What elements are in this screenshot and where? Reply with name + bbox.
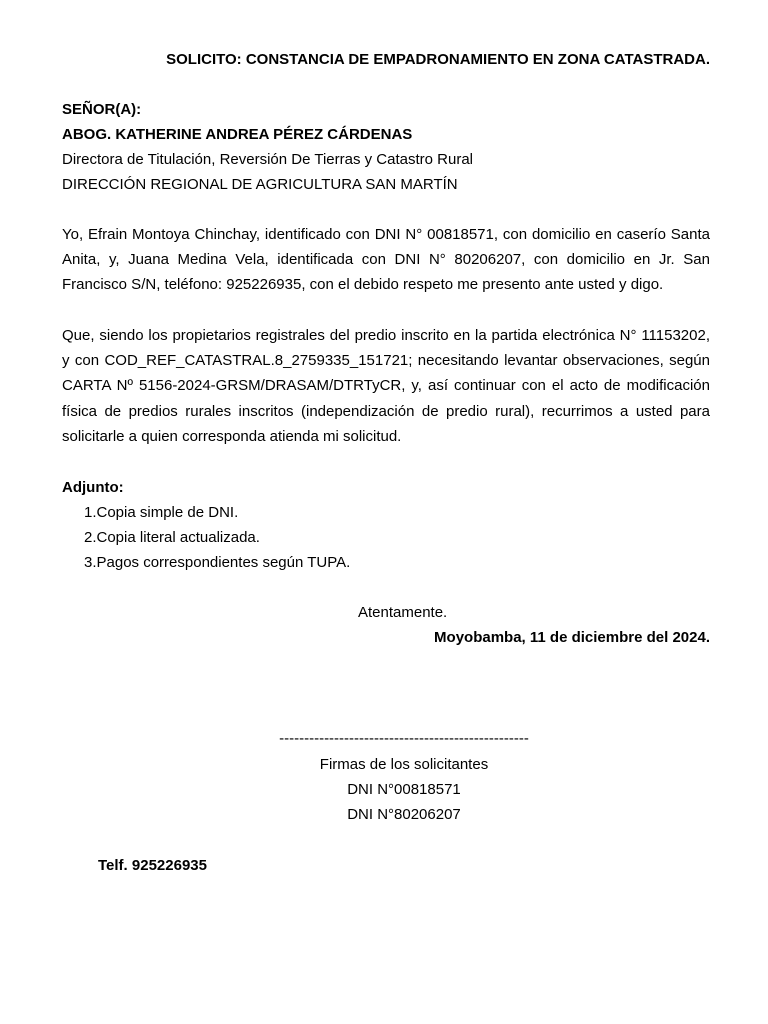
attachments-heading: Adjunto: [62,479,124,496]
body-paragraph-1: Yo, Efrain Montoya Chinchay, identificado con DNI N° 00818571, con domicilio en caserío Santa Anita, y, Juana Medina Vela, identificada con DNI N° 80206207, con domicilio en Jr. San Francisco S/N, teléfono: 925226935, con el debido respeto me presento ante usted y digo. [62,226,710,294]
body-paragraph-2: Que, siendo los propietarios registrales del predio inscrito en la partida electrónica N° 11153202, y con COD_REF_CATASTRAL.8_2759335_151721; necesitando levantar observaciones, según CARTA Nº 5156-2024-GRSM/DRASAM/DTRTyCR, y, así continuar con el acto de modificación física de predios rurales inscritos (independización de predio rural), recurrimos a usted para solicitarle a quien corresponda atienda mi solicitud. [62,327,710,445]
addressee-office: DIRECCIÓN REGIONAL DE AGRICULTURA SAN MARTÍN [62,176,458,193]
signature-dni-2: DNI N°80206207 [347,806,461,823]
addressee-name: ABOG. KATHERINE ANDREA PÉREZ CÁRDENAS [62,126,413,143]
attachment-item-3: 3.Pagos correspondientes según TUPA. [84,554,351,571]
attachment-item-1: 1.Copia simple de DNI. [84,504,239,521]
phone-number: Telf. 925226935 [98,857,207,874]
closing-regards: Atentamente. [358,604,448,621]
subject-line: SOLICITO: CONSTANCIA DE EMPADRONAMIENTO EN ZONA CATASTRADA. [166,51,710,68]
document-page [62,0,710,1024]
place-date: Moyobamba, 11 de diciembre del 2024. [434,629,710,646]
attachment-item-2: 2.Copia literal actualizada. [84,529,260,546]
addressee-position: Directora de Titulación, Reversión De Tierras y Catastro Rural [62,151,473,168]
signature-dni-1: DNI N°00818571 [347,781,461,798]
signature-caption: Firmas de los solicitantes [319,756,489,773]
signature-line: -------------------------------------------------- [279,730,529,747]
salutation: SEÑOR(A): [62,101,142,118]
